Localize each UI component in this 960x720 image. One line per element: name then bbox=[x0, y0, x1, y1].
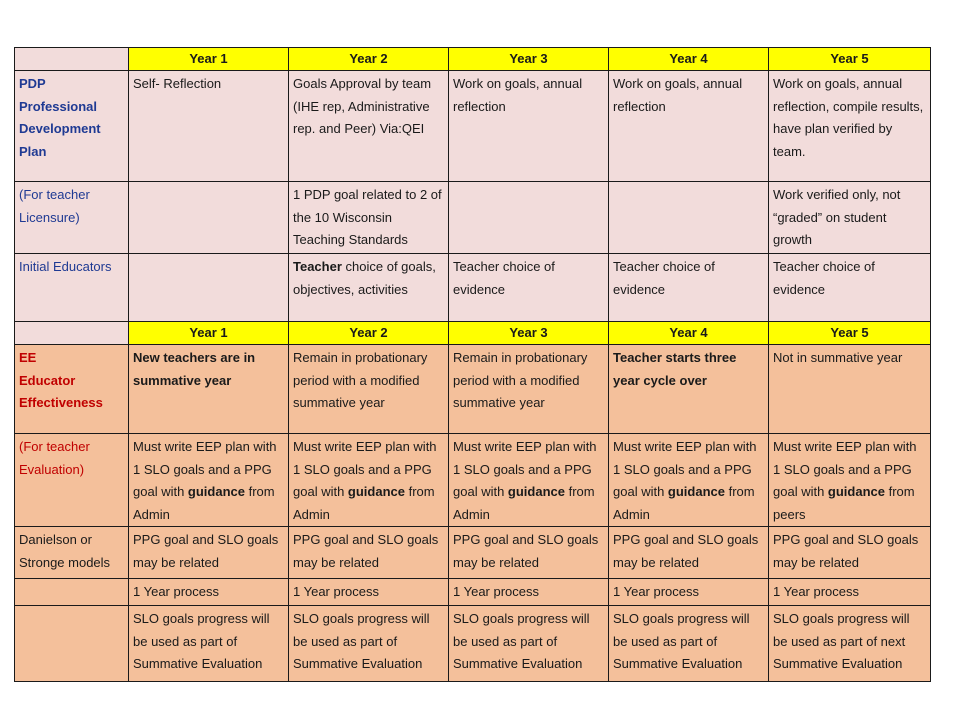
header2-corner-cell bbox=[15, 322, 129, 345]
cell-ee-y3: Remain in probationary period with a modified summative year bbox=[449, 345, 609, 434]
row-label-slo-progress bbox=[15, 606, 129, 682]
cell-licensure-y4 bbox=[609, 182, 769, 254]
row-label-ee-abbrev: EE bbox=[19, 350, 37, 365]
header-year-3: Year 3 bbox=[449, 48, 609, 71]
cell-models-y3: PPG goal and SLO goals may be related bbox=[449, 527, 609, 579]
header2-year-5: Year 5 bbox=[769, 322, 931, 345]
cell-models-y1: PPG goal and SLO goals may be related bbox=[129, 527, 289, 579]
ee-slo-progress-row bbox=[15, 606, 931, 682]
cell-eval-y1: Must write EEP plan with 1 SLO goals and a PPG goal with guidance from Admin bbox=[129, 434, 289, 527]
cell-initial-y5: Teacher choice of evidence bbox=[769, 254, 931, 322]
cell-licensure-y5: Work verified only, not “graded” on student growth bbox=[769, 182, 931, 254]
cell-initial-y2-bold: Teacher bbox=[293, 259, 342, 274]
row-label-evaluation: (For teacher Evaluation) bbox=[15, 434, 129, 527]
header2-year-4: Year 4 bbox=[609, 322, 769, 345]
cell-eval-y5: Must write EEP plan with 1 SLO goals and a PPG goal with guidance from peers bbox=[769, 434, 931, 527]
row-label-process bbox=[15, 579, 129, 606]
pdp-ee-comparison-table bbox=[14, 47, 931, 682]
cell-ee-y2: Remain in probationary period with a modified summative year bbox=[289, 345, 449, 434]
ee-process-row bbox=[15, 579, 931, 606]
cell-process-y3: 1 Year process bbox=[449, 579, 609, 606]
pdp-licensure-row bbox=[15, 182, 931, 254]
header-year-1: Year 1 bbox=[129, 48, 289, 71]
pdp-initial-educators-row bbox=[15, 254, 931, 322]
cell-initial-y2 bbox=[289, 254, 449, 322]
header-year-5: Year 5 bbox=[769, 48, 931, 71]
row-label-models: Danielson or Stronge models bbox=[15, 527, 129, 579]
year-header-row bbox=[15, 48, 931, 71]
cell-pdp-y2: Goals Approval by team (IHE rep, Administrative rep. and Peer) Via:QEI bbox=[289, 71, 449, 182]
cell-process-y2: 1 Year process bbox=[289, 579, 449, 606]
ee-effectiveness-row bbox=[15, 345, 931, 434]
cell-initial-y2-text: choice of goals, objectives, activities bbox=[293, 259, 436, 297]
header-year-2: Year 2 bbox=[289, 48, 449, 71]
cell-licensure-y3 bbox=[449, 182, 609, 254]
cell-pdp-y5: Work on goals, annual reflection, compile results, have plan verified by team. bbox=[769, 71, 931, 182]
cell-process-y4: 1 Year process bbox=[609, 579, 769, 606]
cell-pdp-y1: Self- Reflection bbox=[129, 71, 289, 182]
cell-licensure-y2: 1 PDP goal related to 2 of the 10 Wisconsin Teaching Standards bbox=[289, 182, 449, 254]
row-label-licensure: (For teacher Licensure) bbox=[15, 182, 129, 254]
cell-slo-y4: SLO goals progress will be used as part of Summative Evaluation bbox=[609, 606, 769, 682]
cell-process-y1: 1 Year process bbox=[129, 579, 289, 606]
header2-year-1: Year 1 bbox=[129, 322, 289, 345]
cell-ee-y4: Teacher starts three year cycle over bbox=[609, 345, 769, 434]
cell-slo-y5: SLO goals progress will be used as part of next Summative Evaluation bbox=[769, 606, 931, 682]
ee-models-row bbox=[15, 527, 931, 579]
year-header-row-2 bbox=[15, 322, 931, 345]
cell-initial-y4: Teacher choice of evidence bbox=[609, 254, 769, 322]
cell-eval-y3: Must write EEP plan with 1 SLO goals and a PPG goal with guidance from Admin bbox=[449, 434, 609, 527]
cell-ee-y5: Not in summative year bbox=[769, 345, 931, 434]
cell-slo-y1: SLO goals progress will be used as part of Summative Evaluation bbox=[129, 606, 289, 682]
row-label-pdp: PDP Professional Development Plan bbox=[15, 71, 129, 182]
cell-pdp-y3: Work on goals, annual reflection bbox=[449, 71, 609, 182]
header2-year-3: Year 3 bbox=[449, 322, 609, 345]
header2-year-2: Year 2 bbox=[289, 322, 449, 345]
cell-models-y5: PPG goal and SLO goals may be related bbox=[769, 527, 931, 579]
cell-eval-y2: Must write EEP plan with 1 SLO goals and a PPG goal with guidance from Admin bbox=[289, 434, 449, 527]
cell-eval-y4: Must write EEP plan with 1 SLO goals and a PPG goal with guidance from Admin bbox=[609, 434, 769, 527]
row-label-ee-full: Educator Effectiveness bbox=[19, 372, 103, 410]
cell-models-y2: PPG goal and SLO goals may be related bbox=[289, 527, 449, 579]
header-corner-cell bbox=[15, 48, 129, 71]
cell-pdp-y4: Work on goals, annual reflection bbox=[609, 71, 769, 182]
row-label-initial-educators: Initial Educators bbox=[15, 254, 129, 322]
cell-slo-y2: SLO goals progress will be used as part of Summative Evaluation bbox=[289, 606, 449, 682]
cell-process-y5: 1 Year process bbox=[769, 579, 931, 606]
cell-slo-y3: SLO goals progress will be used as part of Summative Evaluation bbox=[449, 606, 609, 682]
row-label-ee bbox=[15, 345, 129, 434]
cell-initial-y3: Teacher choice of evidence bbox=[449, 254, 609, 322]
cell-ee-y1: New teachers are in summative year bbox=[129, 345, 289, 434]
ee-evaluation-row bbox=[15, 434, 931, 527]
header-year-4: Year 4 bbox=[609, 48, 769, 71]
pdp-plan-row bbox=[15, 71, 931, 182]
cell-initial-y1 bbox=[129, 254, 289, 322]
cell-models-y4: PPG goal and SLO goals may be related bbox=[609, 527, 769, 579]
cell-licensure-y1 bbox=[129, 182, 289, 254]
